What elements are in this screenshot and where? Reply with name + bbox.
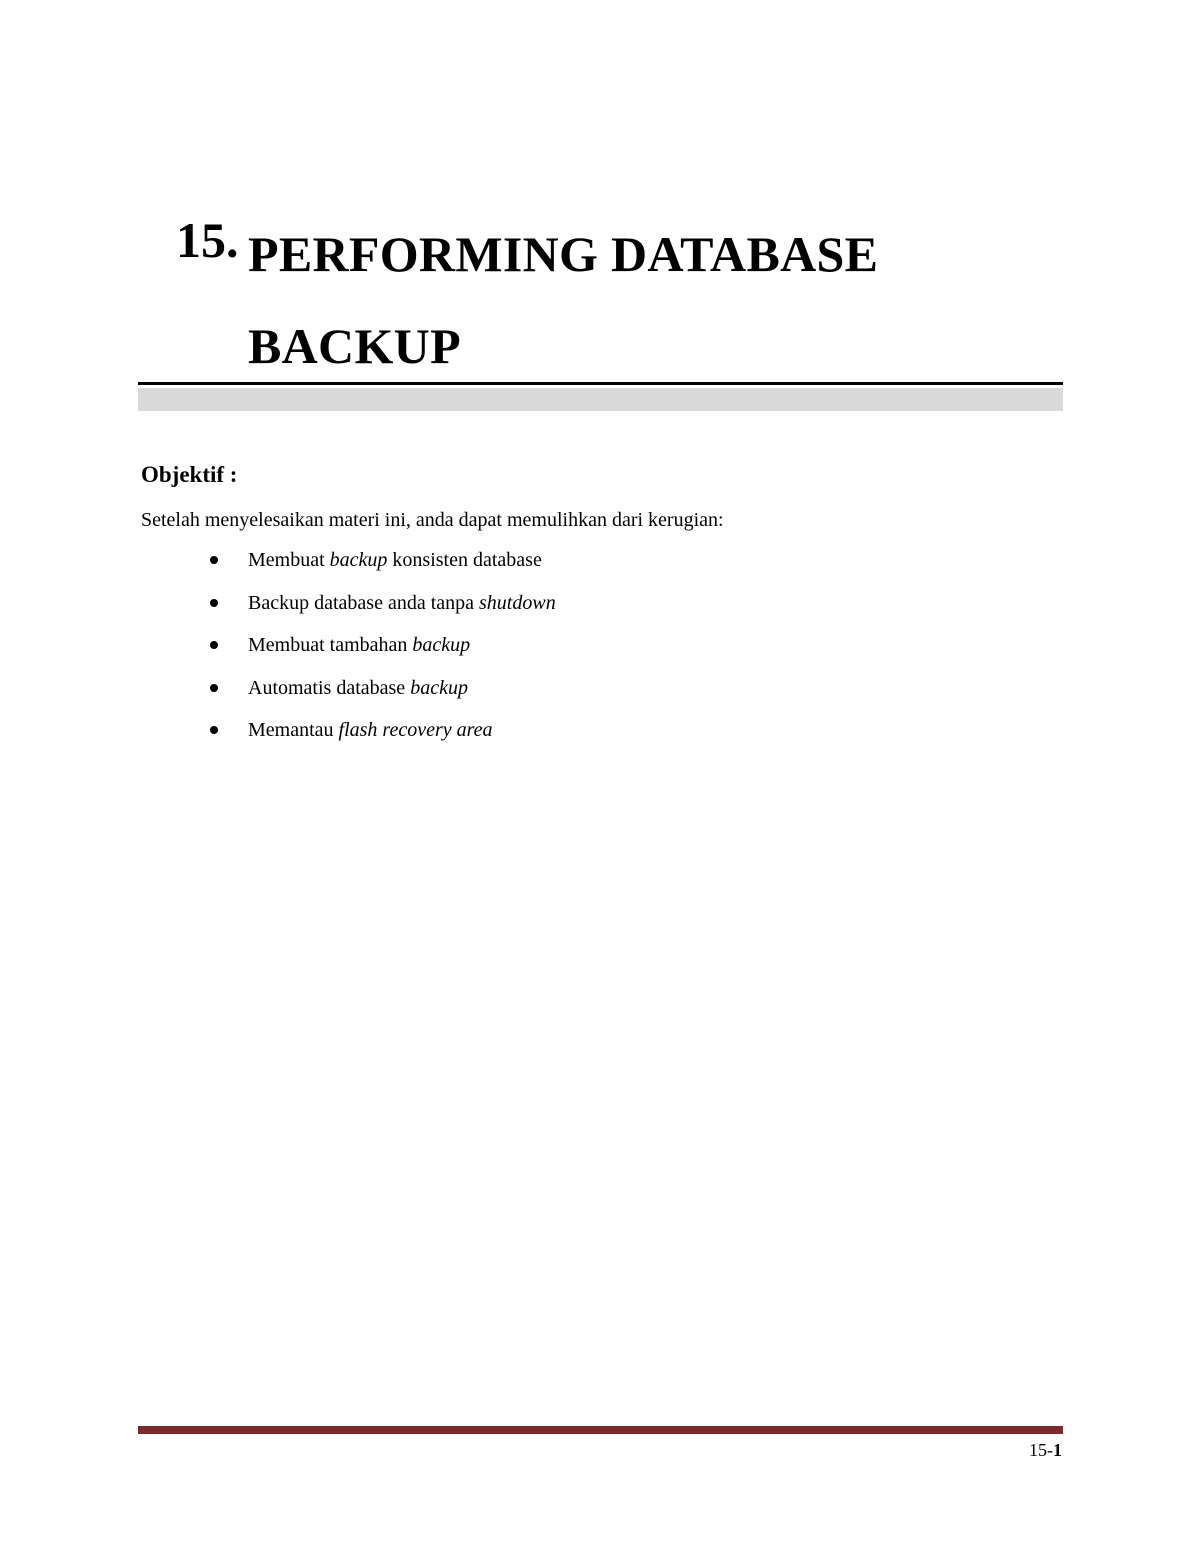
bullet-icon bbox=[210, 599, 218, 607]
list-item bbox=[210, 589, 556, 632]
list-item bbox=[210, 674, 556, 717]
item-text: Membuat bbox=[248, 549, 330, 571]
item-emphasis: backup bbox=[329, 549, 388, 571]
title-shaded-band bbox=[138, 388, 1063, 411]
chapter-title-line-2: BACKUP bbox=[248, 318, 461, 374]
chapter-number: 15. bbox=[176, 212, 239, 268]
bullet-icon bbox=[210, 556, 218, 564]
list-item bbox=[210, 546, 556, 589]
list-item bbox=[210, 631, 556, 674]
page-number bbox=[1029, 1438, 1062, 1462]
objective-list bbox=[210, 546, 556, 759]
bullet-icon bbox=[210, 726, 218, 734]
item-emphasis: backup bbox=[412, 634, 471, 656]
item-emphasis: backup bbox=[410, 676, 468, 699]
bullet-icon bbox=[210, 684, 218, 692]
item-text: Backup database anda tanpa bbox=[248, 591, 480, 614]
item-emphasis: flash recovery area bbox=[338, 719, 493, 741]
item-text: Memantau bbox=[248, 719, 339, 741]
chapter-title-line-1: PERFORMING DATABASE bbox=[248, 226, 879, 282]
page-number-value: 1 bbox=[1053, 1440, 1062, 1460]
chapter-title bbox=[248, 208, 1068, 392]
objective-intro: Setelah menyelesaikan materi ini, anda dapat memulihkan dari kerugian: bbox=[141, 509, 724, 531]
page-number-prefix: 15- bbox=[1029, 1440, 1053, 1460]
bullet-icon bbox=[210, 641, 218, 649]
item-text: Automatis database bbox=[248, 676, 411, 699]
item-text-tail: konsisten database bbox=[387, 549, 542, 571]
title-divider bbox=[138, 382, 1063, 385]
item-text: Membuat tambahan bbox=[248, 634, 413, 656]
item-emphasis: shutdown bbox=[479, 591, 556, 614]
objective-heading: Objektif : bbox=[141, 462, 238, 487]
footer-divider bbox=[138, 1426, 1063, 1434]
list-item bbox=[210, 716, 556, 759]
